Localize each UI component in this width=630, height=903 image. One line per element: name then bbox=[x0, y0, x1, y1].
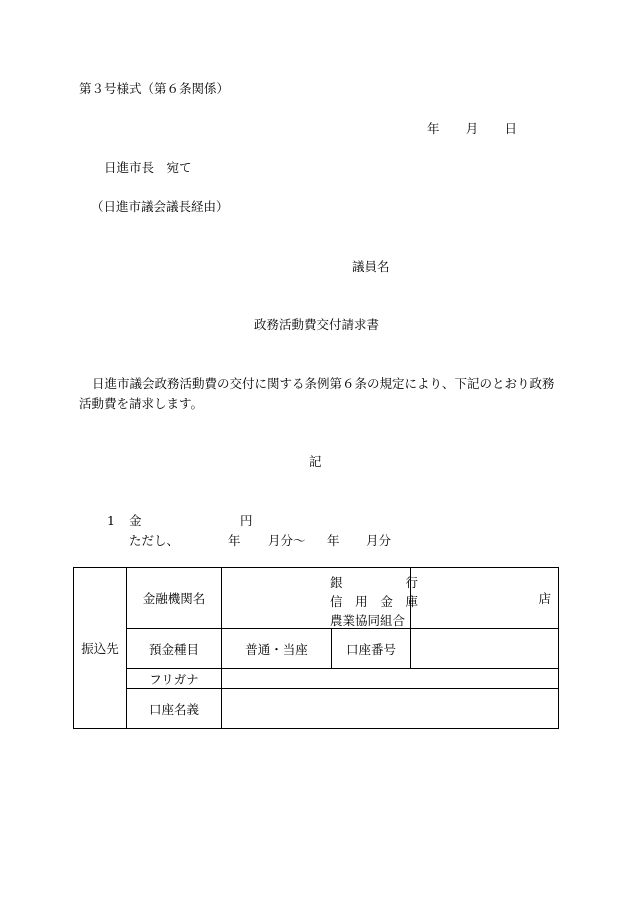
via-chairman: （日進市議会議長経由） bbox=[91, 199, 229, 214]
deposit-type-label-cell bbox=[127, 629, 222, 669]
account-number-field bbox=[411, 629, 559, 669]
date-year-label: 年 bbox=[427, 121, 440, 136]
type-bank bbox=[330, 573, 418, 591]
account-name-field bbox=[222, 689, 559, 729]
transfer-to-cell bbox=[74, 568, 127, 729]
form-number: 第３号様式（第６条関係） bbox=[79, 81, 230, 96]
branch-label: 店 bbox=[538, 591, 551, 606]
period-year-from: 年 bbox=[228, 533, 241, 548]
body-text-line-1: 日進市議会政務活動費の交付に関する条例第６条の規定により、下記のとおり政務 bbox=[92, 376, 555, 391]
deposit-type-label: 預金種目 bbox=[148, 641, 199, 657]
type-shinkin-char-3: 金 bbox=[380, 593, 393, 609]
type-shinkin-char-2: 用 bbox=[355, 593, 368, 609]
date-line bbox=[427, 123, 517, 136]
addressee: 日進市長 宛て bbox=[104, 160, 192, 175]
deposit-type-value: 普通・当座 bbox=[245, 641, 308, 657]
institution-row bbox=[74, 568, 559, 629]
institution-type-list bbox=[222, 569, 418, 628]
period-month-to: 月分 bbox=[366, 533, 392, 548]
institution-type-cell bbox=[222, 568, 418, 629]
ki-heading: 記 bbox=[309, 454, 322, 469]
transfer-to-label: 振込先 bbox=[81, 641, 119, 656]
yen-label: 円 bbox=[240, 513, 253, 528]
furigana-label-cell bbox=[127, 669, 222, 689]
branch-cell bbox=[411, 568, 559, 629]
account-name-row bbox=[74, 689, 559, 729]
date-day-label: 日 bbox=[504, 121, 517, 136]
period-year-to: 年 bbox=[327, 533, 340, 548]
type-shinkin-char-4: 庫 bbox=[405, 593, 418, 609]
deposit-type-value-cell bbox=[222, 629, 332, 669]
deposit-row bbox=[74, 629, 559, 669]
type-nokyo: 農業協同組合 bbox=[330, 612, 406, 628]
proviso-label: ただし、 bbox=[129, 533, 180, 548]
date-month-label: 月 bbox=[465, 121, 479, 136]
institution-label-cell bbox=[127, 568, 222, 629]
amount-label: 金 bbox=[129, 513, 142, 528]
type-shinkin-char-1: 信 bbox=[330, 593, 343, 609]
period-month-from: 月分～ bbox=[268, 533, 306, 548]
member-name-label: 議員名 bbox=[352, 259, 390, 274]
furigana-row bbox=[74, 669, 559, 689]
document-title: 政務活動費交付請求書 bbox=[254, 317, 380, 332]
account-name-label-cell bbox=[127, 689, 222, 729]
account-name-label: 口座名義 bbox=[148, 701, 199, 717]
institution-label: 金融機関名 bbox=[142, 591, 206, 606]
body-text-line-2: 活動費を請求します。 bbox=[79, 396, 204, 411]
furigana-label: フリガナ bbox=[149, 671, 199, 687]
type-shinkin bbox=[330, 592, 418, 610]
account-number-label: 口座番号 bbox=[345, 641, 396, 657]
type-bank-char-2: 行 bbox=[405, 574, 418, 590]
bank-transfer-table bbox=[73, 567, 559, 729]
furigana-field bbox=[222, 669, 559, 689]
item-number: 1 bbox=[107, 513, 115, 528]
type-bank-char-1: 銀 bbox=[330, 574, 343, 590]
account-number-label-cell bbox=[332, 629, 411, 669]
